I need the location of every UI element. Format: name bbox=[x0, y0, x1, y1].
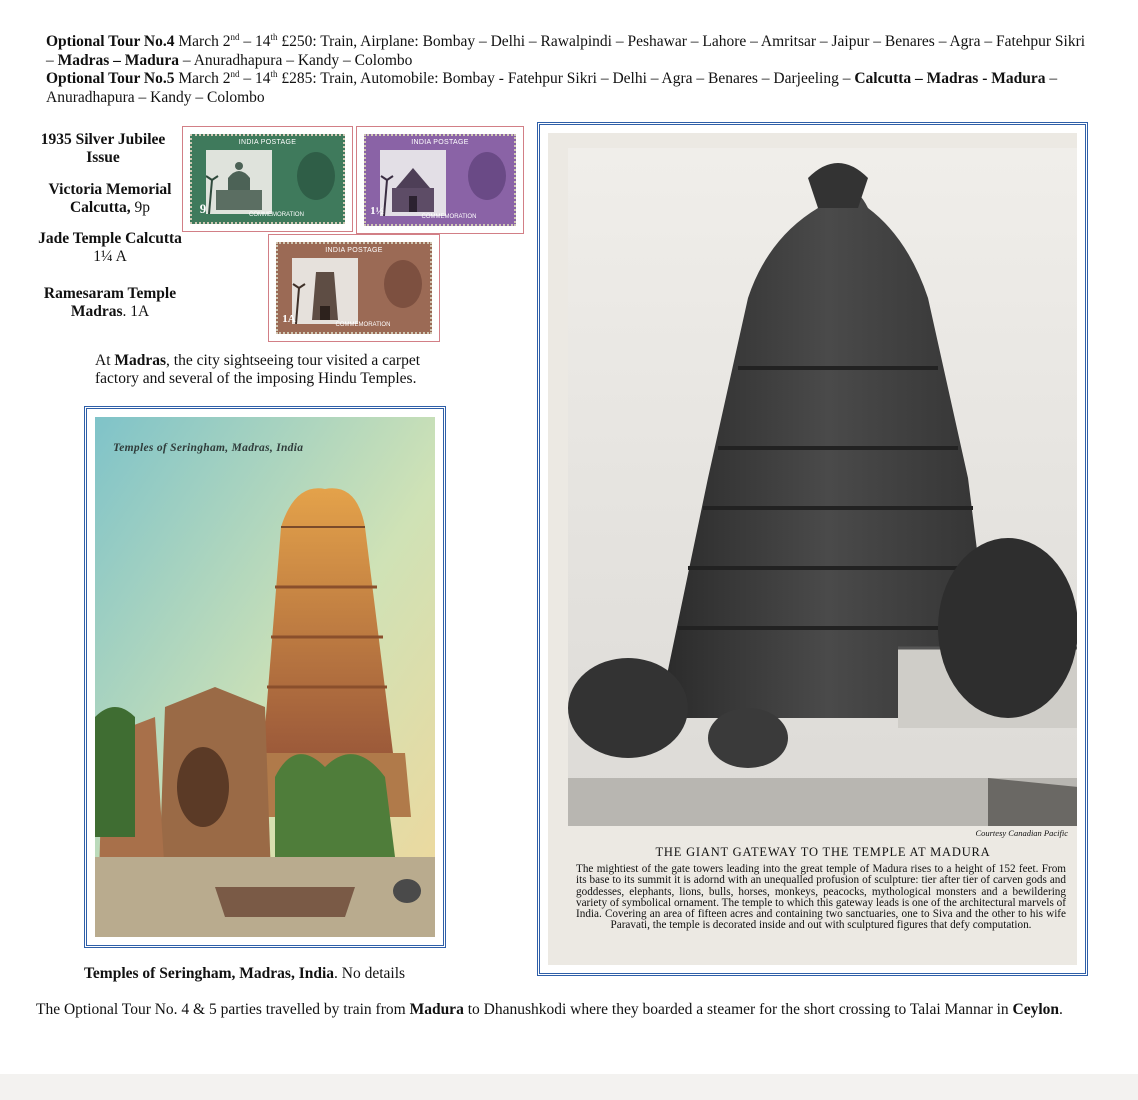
stamp-3-vignette bbox=[292, 258, 358, 318]
stamp-2-vignette bbox=[380, 150, 446, 210]
footer-pre: The Optional Tour No. 4 & 5 parties travelled by train from bbox=[36, 1001, 410, 1018]
stamp-2-header: INDIA POSTAGE bbox=[411, 139, 469, 146]
stamp-2-value: 1¼ A bbox=[93, 248, 127, 265]
madras-caption-bold: Madras bbox=[114, 352, 167, 369]
king-portrait-icon bbox=[297, 152, 335, 200]
tour-4-line bbox=[46, 33, 1096, 70]
seringham-caption-rest: . No details bbox=[334, 965, 406, 982]
tour-4-details-end: – Anuradhapura – Kandy – Colombo bbox=[179, 51, 413, 69]
tour-5-date-start: March 2 bbox=[174, 70, 231, 87]
tour-5-highlight: Calcutta – Madras - Madura bbox=[854, 70, 1046, 87]
stamp-1-name: Victoria Memorial Calcutta, bbox=[48, 181, 172, 216]
issue-title-text: 1935 Silver Jubilee Issue bbox=[40, 131, 166, 166]
tour-5-sup-end: th bbox=[270, 69, 278, 79]
stamp-2-name: Jade Temple Calcutta bbox=[38, 230, 182, 247]
tour-4-date-start: March 2 bbox=[174, 33, 231, 50]
tour-4-sup-start: nd bbox=[230, 32, 240, 42]
issue-title bbox=[38, 131, 168, 167]
footer-bold-ceylon: Ceylon bbox=[1012, 1001, 1060, 1018]
stamp-2-mount bbox=[356, 126, 524, 234]
tour-5-details: £285: Train, Automobile: Bombay - Fatehpur Sikri – Delhi – Agra – Benares – Darjeeling – bbox=[277, 70, 855, 87]
stamp-3-value: . 1A bbox=[122, 303, 150, 320]
stamp-3-label bbox=[30, 285, 190, 321]
ramesaram-temple-image bbox=[292, 258, 358, 324]
stamp-3-header: INDIA POSTAGE bbox=[325, 247, 383, 254]
stamp-1-label bbox=[38, 181, 182, 217]
seringham-postcard-frame bbox=[84, 406, 446, 948]
madura-gateway-frame bbox=[537, 122, 1088, 976]
stamp-2 bbox=[364, 134, 516, 226]
seringham-postcard bbox=[95, 417, 435, 937]
stamp-2-denomination: 1½ bbox=[370, 205, 384, 217]
footer-post: . bbox=[1059, 1001, 1063, 1018]
page-edge bbox=[0, 1074, 1138, 1100]
king-portrait-icon bbox=[468, 152, 506, 200]
stamp-1 bbox=[190, 134, 345, 224]
tour-5-line bbox=[46, 70, 1096, 107]
stamp-3-mount bbox=[268, 234, 440, 342]
madras-caption-post: , the city sightseeing tour visited a carpet factory and several of the imposing Hindu Temples. bbox=[95, 352, 421, 387]
gateway-card-title: THE GIANT GATEWAY TO THE TEMPLE AT MADURA bbox=[655, 845, 991, 859]
stamp-1-mount bbox=[182, 126, 353, 232]
victoria-memorial-image bbox=[206, 150, 272, 214]
tour-5-label: Optional Tour No.5 bbox=[46, 70, 175, 87]
gateway-card-body: The mightiest of the gate towers leading into the great temple of Madura rises to a height of 152 feet. From its base to its summit it is adornd with an unequalled profusion of sculpture: tier after tier of carven gods and goddesses, elephants, lions, bulls, horses, monkeys, peacocks, mythological monsters and a bewildering variety of symbolical ornament. The temple to which this gateway leads is one of the architectural marvels of India. Covering an area of fifteen acres and containing two sanctuaries, one to Siva and the other to his wife Paravati, the temple is decorated inside and out with sculptured figures that defy computation. bbox=[576, 863, 1066, 932]
stamp-3-footer: COMMEMORATION bbox=[335, 322, 391, 328]
footer-bold-madura: Madura bbox=[409, 1001, 464, 1018]
tour-4-details: £250: Train, Airplane: Bombay – Delhi – Rawalpindi – Peshawar – Lahore – Amritsar – Jaipur – Benares – Agra – Fatehpur Sikri – bbox=[46, 33, 1086, 69]
stamp-1-vignette bbox=[206, 150, 272, 208]
seringham-temple-image bbox=[95, 417, 435, 937]
stamp-2-label bbox=[30, 230, 190, 266]
tour-5-date-end: – 14 bbox=[239, 70, 271, 87]
tour-4-highlight: Madras – Madura bbox=[57, 51, 180, 69]
stamp-3-name: Ramesaram Temple bbox=[43, 285, 177, 302]
madura-gateway-card bbox=[548, 133, 1077, 965]
king-portrait-icon bbox=[384, 260, 422, 308]
madras-caption bbox=[95, 352, 435, 388]
stamp-3 bbox=[276, 242, 432, 334]
tour-4-label: Optional Tour No.4 bbox=[46, 33, 175, 50]
stamp-1-value: 9p bbox=[130, 199, 151, 216]
madura-gopuram-photo bbox=[568, 148, 1077, 826]
photo-credit: Courtesy Canadian Pacific bbox=[975, 828, 1068, 838]
stamp-1-denomination: 9 bbox=[199, 201, 207, 216]
tour-itineraries bbox=[46, 33, 1096, 107]
stamp-1-footer: COMMEMORATION bbox=[249, 212, 304, 218]
stamp-3-denomination: 1A bbox=[282, 313, 296, 325]
tour-4-sup-end: th bbox=[270, 32, 278, 42]
stamp-1-header: INDIA POSTAGE bbox=[238, 139, 297, 146]
seringham-caption-bold: Temples of Seringham, Madras, India bbox=[84, 965, 335, 982]
jade-temple-image bbox=[380, 150, 446, 216]
seringham-caption bbox=[84, 965, 464, 983]
footer-mid: to Dhanushkodi where they boarded a steamer for the short crossing to Talai Mannar in bbox=[463, 1001, 1013, 1018]
tour-5-details-end: – Anuradhapura – Kandy – Colombo bbox=[46, 70, 1058, 106]
madras-caption-pre: At bbox=[95, 352, 115, 369]
stamp-2-footer: COMMEMORATION bbox=[421, 214, 477, 220]
stamp-3-place: Madras bbox=[70, 303, 123, 320]
tour-5-sup-start: nd bbox=[230, 69, 240, 79]
postcard-printed-title: Temples of Seringham, Madras, India bbox=[113, 442, 304, 454]
footer-note bbox=[36, 1001, 1116, 1019]
tour-4-date-end: – 14 bbox=[239, 33, 271, 50]
